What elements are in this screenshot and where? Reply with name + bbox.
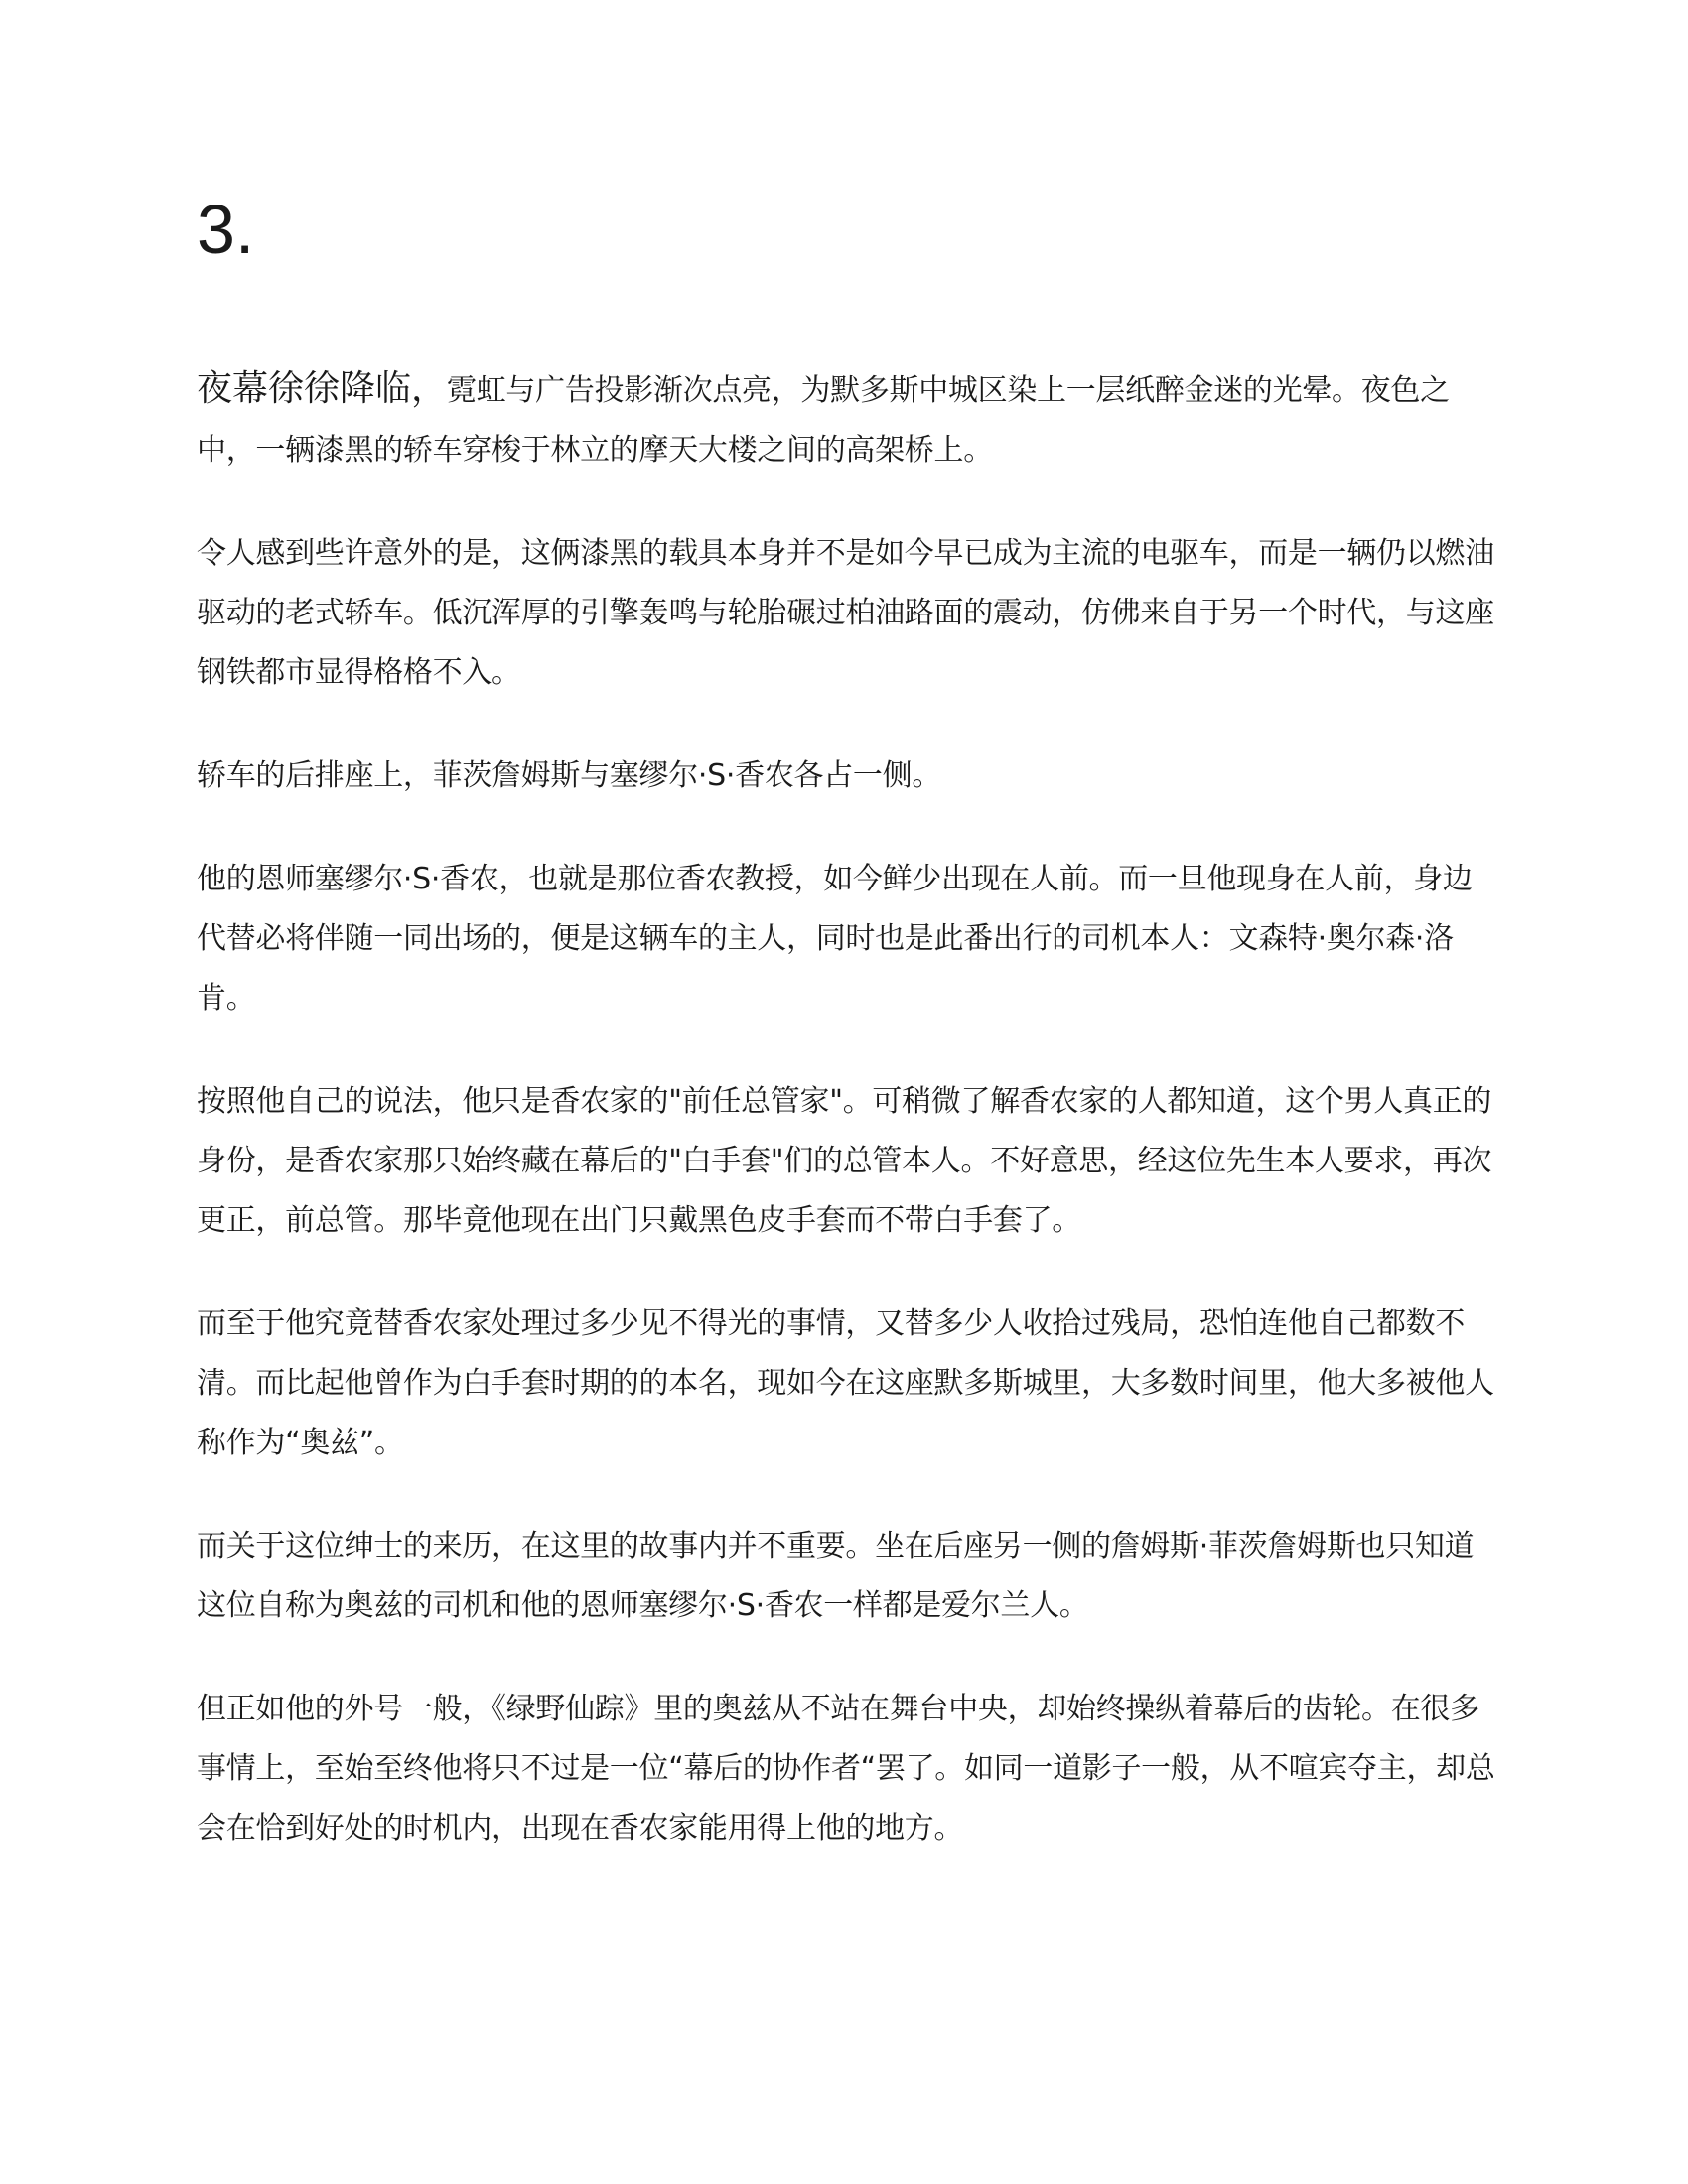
paragraph-2: 令人感到些许意外的是，这俩漆黑的载具本身并不是如今早已成为主流的电驱车，而是一辆仍以燃油驱动的老式轿车。低沉浑厚的引擎轰鸣与轮胎碾过柏油路面的震动，仿佛来自于另一个时代，与这座钢铁都市显得格格不入。 — [197, 536, 1494, 690]
paragraph-7: 而关于这位绅士的来历，在这里的故事内并不重要。坐在后座另一侧的詹姆斯·菲茨詹姆斯也只知道这位自称为奥兹的司机和他的恩师塞缪尔·S·香农一样都是爱尔兰人。 — [197, 1529, 1475, 1623]
paragraph-8: 但正如他的外号一般，《绿野仙踪》里的奥兹从不站在舞台中央，却始终操纵着幕后的齿轮。在很多事情上，至始至终他将只不过是一位“幕后的协作者“罢了。如同一道影子一般，从不喧宾夺主，却总会在恰到好处的时机内，出现在香农家能用得上他的地方。 — [197, 1692, 1495, 1845]
paragraph-5: 按照他自己的说法，他只是香农家的"前任总管家"。可稍微了解香农家的人都知道，这个男人真正的身份，是香农家那只始终藏在幕后的"白手套"们的总管本人。不好意思，经这位先生本人要求，再次更正，前总管。那毕竟他现在出门只戴黑色皮手套而不带白手套了。 — [197, 1084, 1492, 1238]
paragraph-6: 而至于他究竟替香农家处理过多少见不得光的事情，又替多少人收拾过残局，恐怕连他自己都数不清。而比起他曾作为白手套时期的的本名，现如今在这座默多斯城里，大多数时间里，他大多被他人称作为“奥兹”。 — [197, 1306, 1494, 1460]
paragraph-lead: 夜幕徐徐降临， — [197, 368, 448, 409]
paragraph-text: 霓虹与广告投影渐次点亮，为默多斯中城区染上一层纸醉金迷的光晕。夜色之中，一辆漆黑的轿车穿梭于林立的摩天大楼之间的高架桥上。 — [197, 373, 1450, 468]
chapter-body — [197, 359, 1497, 1902]
chapter-number: 3. — [197, 191, 255, 268]
paragraph-1 — [197, 359, 1497, 480]
paragraph-3: 轿车的后排座上，菲茨詹姆斯与塞缪尔·S·香农各占一侧。 — [197, 758, 942, 793]
paragraph-4: 他的恩师塞缪尔·S·香农，也就是那位香农教授，如今鲜少出现在人前。而一旦他现身在人前，身边代替必将伴随一同出场的，便是这辆车的主人，同时也是此番出行的司机本人：文森特·奥尔森·洛肯。 — [197, 862, 1473, 1016]
